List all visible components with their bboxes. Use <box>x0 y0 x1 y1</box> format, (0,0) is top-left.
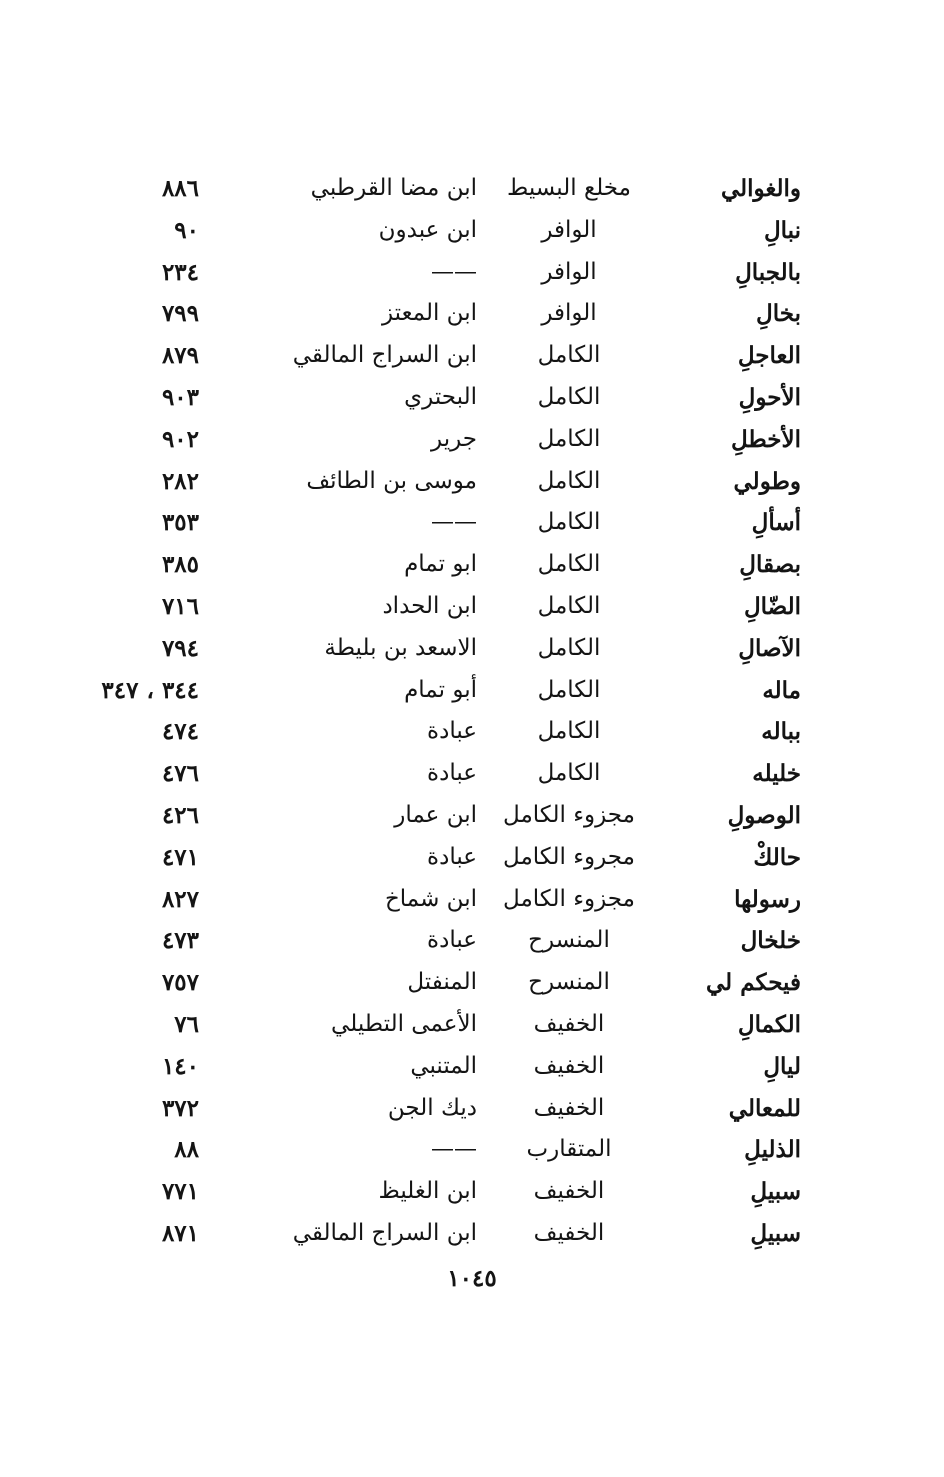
poetic-meter: الخفيف <box>533 1052 605 1079</box>
poetic-meter: مجروء الكامل <box>503 843 635 870</box>
rhyme-word: خلخال <box>740 927 801 955</box>
index-row <box>0 753 944 795</box>
index-row <box>0 335 944 377</box>
page-references: ٩٠ <box>174 216 199 244</box>
poet-name: ابن مضا القرطبي <box>310 175 477 201</box>
rhyme-word: الأخطلِ <box>730 425 801 453</box>
rhyme-word: فيحكم لي <box>706 969 801 997</box>
poet-name: ديك الجن <box>387 1094 477 1121</box>
poetic-meter: الكامل <box>537 592 601 619</box>
poetic-meter: الخفيف <box>533 1219 605 1246</box>
poetic-meter: الوافر <box>541 216 597 243</box>
index-row <box>0 293 944 335</box>
page-references: ٧١٦ <box>161 592 199 620</box>
rhyme-word: بباله <box>761 718 801 746</box>
index-row <box>0 1171 944 1213</box>
poetic-meter: الوافر <box>541 300 597 327</box>
rhyme-word: بالجبالِ <box>735 258 801 286</box>
poet-name: الأعمى التطيلي <box>331 1010 477 1037</box>
index-row <box>0 461 944 503</box>
rhyme-word: نبالِ <box>763 216 801 244</box>
poetic-meter: الكامل <box>537 718 601 745</box>
poet-name: ابن شماخ <box>384 885 477 912</box>
rhyme-word: رسولها <box>734 885 801 913</box>
rhyme-word: وطولي <box>733 467 801 495</box>
index-row <box>0 168 944 210</box>
rhyme-word: الكمالِ <box>737 1010 801 1038</box>
poet-name: —— <box>431 258 477 285</box>
index-row <box>0 670 944 712</box>
page-references: ٩٠٢ <box>161 425 199 453</box>
poetic-meter: الخفيف <box>533 1178 605 1205</box>
poetic-meter: الكامل <box>537 383 601 410</box>
rhyme-index-table <box>0 168 944 1255</box>
page-references: ٣٧٢ <box>161 1094 199 1122</box>
rhyme-word: بخالِ <box>756 300 801 328</box>
poetic-meter: الكامل <box>537 634 601 661</box>
rhyme-word: الآصالِ <box>738 634 801 662</box>
index-row <box>0 419 944 461</box>
rhyme-word: سبيلِ <box>750 1178 801 1206</box>
poetic-meter: المتقارب <box>526 1136 612 1163</box>
page-references: ٤٧٤ <box>161 718 199 746</box>
poet-name: ابن السراج المالقي <box>292 1219 477 1246</box>
index-row <box>0 879 944 921</box>
page-references: ٤٧١ <box>161 843 199 871</box>
page-references: ٧٦ <box>174 1010 199 1038</box>
index-row <box>0 628 944 670</box>
poetic-meter: المنسرح <box>528 927 610 954</box>
poet-name: عبادة <box>427 718 477 745</box>
page-references: ٢٣٤ <box>161 258 199 286</box>
page-references: ٨٨٦ <box>161 175 199 202</box>
index-row <box>0 1088 944 1130</box>
poet-name: البحتري <box>404 383 477 410</box>
rhyme-word: الوصولِ <box>727 801 801 829</box>
rhyme-word: الذليلِ <box>744 1136 801 1164</box>
page-references: ٨٧١ <box>161 1219 199 1247</box>
index-row <box>0 1004 944 1046</box>
poetic-meter: الكامل <box>537 551 601 578</box>
poet-name: ابن الحداد <box>382 592 477 619</box>
page-references: ٣٨٥ <box>161 551 199 579</box>
poet-name: عبادة <box>427 843 477 870</box>
index-row <box>0 1046 944 1088</box>
index-row <box>0 711 944 753</box>
page-references: ١٤٠ <box>161 1052 199 1080</box>
page-references: ٧٥٧ <box>161 969 199 997</box>
index-row <box>0 377 944 419</box>
poet-name: —— <box>431 1136 477 1163</box>
index-row <box>0 795 944 837</box>
poet-name: ابن الغليظ <box>378 1178 477 1205</box>
index-row <box>0 962 944 1004</box>
poetic-meter: مجزوء الكامل <box>503 885 635 912</box>
page-references: ٩٠٣ <box>161 383 199 411</box>
poetic-meter: الكامل <box>537 342 601 369</box>
page-references: ٧٩٩ <box>161 300 199 328</box>
rhyme-word: والغوالي <box>720 175 801 202</box>
rhyme-word: ماله <box>762 676 801 704</box>
poet-name: موسى بن الطائف <box>306 467 477 494</box>
index-row <box>0 586 944 628</box>
poetic-meter: الخفيف <box>533 1010 605 1037</box>
poet-name: عبادة <box>427 760 477 787</box>
poetic-meter: مجزوء الكامل <box>503 801 635 828</box>
index-row <box>0 1129 944 1171</box>
poet-name: المتنبي <box>410 1052 477 1079</box>
rhyme-word: بصقالِ <box>739 551 801 579</box>
index-row <box>0 1213 944 1255</box>
poet-name: ابو تمام <box>404 551 477 578</box>
page-references: ٣٤٤ ، ٣٤٧ <box>101 676 199 704</box>
rhyme-word: الأحولِ <box>738 383 801 411</box>
poetic-meter: الوافر <box>541 258 597 285</box>
index-row <box>0 837 944 879</box>
poetic-meter: مخلع البسيط <box>507 175 631 201</box>
page-references: ٣٥٣ <box>161 509 199 537</box>
index-row <box>0 210 944 252</box>
page-number: ١٠٤٥ <box>447 1265 497 1292</box>
rhyme-word: الضّالِ <box>743 592 801 620</box>
page-references: ٤٧٣ <box>161 927 199 955</box>
index-row <box>0 920 944 962</box>
poet-name: ابن عمار <box>394 801 477 828</box>
page-references: ٨٧٩ <box>161 342 199 370</box>
page-references: ٧٧١ <box>161 1178 199 1206</box>
page-references: ٨٢٧ <box>161 885 199 913</box>
poet-name: عبادة <box>427 927 477 954</box>
page-references: ٤٢٦ <box>161 801 199 829</box>
poetic-meter: المنسرح <box>528 969 610 996</box>
poet-name: ابن السراج المالقي <box>292 342 477 369</box>
index-row <box>0 502 944 544</box>
poet-name: أبو تمام <box>404 676 477 703</box>
poet-name: —— <box>431 509 477 536</box>
rhyme-word: أسألِ <box>751 509 801 537</box>
poet-name: المنفتل <box>407 969 477 996</box>
rhyme-word: حالكْ <box>753 843 801 871</box>
poet-name: ابن المعتز <box>381 300 477 327</box>
page-references: ٨٨ <box>174 1136 199 1164</box>
poetic-meter: الكامل <box>537 467 601 494</box>
poet-name: ابن عبدون <box>378 216 477 243</box>
index-row <box>0 544 944 586</box>
index-row <box>0 252 944 294</box>
poetic-meter: الخفيف <box>533 1094 605 1121</box>
poetic-meter: الكامل <box>537 509 601 536</box>
page-references: ٤٧٦ <box>161 760 199 788</box>
poetic-meter: الكامل <box>537 676 601 703</box>
poet-name: جرير <box>431 425 477 452</box>
rhyme-word: سبيلِ <box>750 1219 801 1247</box>
rhyme-word: العاجلِ <box>737 342 801 370</box>
poetic-meter: الكامل <box>537 425 601 452</box>
rhyme-word: خليله <box>752 760 801 788</box>
page-references: ٧٩٤ <box>161 634 199 662</box>
rhyme-word: للمعالي <box>728 1094 801 1122</box>
page-references: ٢٨٢ <box>161 467 199 495</box>
rhyme-word: ليالِ <box>763 1052 801 1080</box>
poet-name: الاسعد بن بليطة <box>324 634 477 661</box>
poetic-meter: الكامل <box>537 760 601 787</box>
